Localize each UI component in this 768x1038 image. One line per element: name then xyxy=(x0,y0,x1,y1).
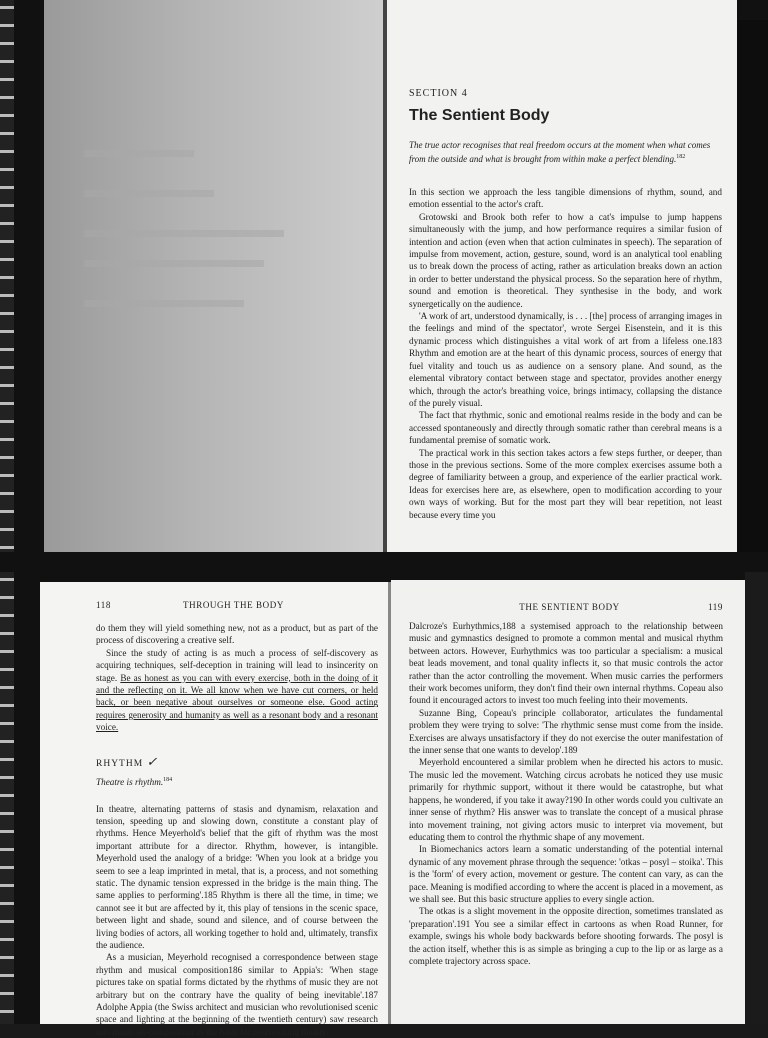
rhythm-epigraph: Theatre is rhythm.$^{184}$ xyxy=(96,777,173,788)
section-title: The Sentient Body xyxy=(409,107,550,124)
running-head-title: THROUGH THE BODY xyxy=(183,600,284,610)
scanner-edge xyxy=(745,572,768,1024)
page-119 xyxy=(391,580,745,1024)
paragraph: Suzanne Bing, Copeau's principle collaborator, articulates the fundamental problem they were trying to solve: 'The rhythmic sense must come from the inside. Exercises are always unsatisfactory if they do not exercise the outer manifestation of the inner sense that one wants to develop'.189 xyxy=(409,707,723,756)
handwritten-check-mark: ✓ xyxy=(146,753,159,769)
paragraph: Meyerhold encountered a similar problem when he directed his actors to music. The music led the movement. Watching circus acrobats he noticed they use music primarily for rhythmic support, without it there would be catastrophe, but what happens, he wondered, if you take it away?190 In other words could you cultivate an inner sense of rhythm? His answer was to translate the concept of a musical phrase into movement training, not giving actors music to interpret via movement, but educating them to control the rhythmic shape of any movement. xyxy=(409,757,723,842)
running-head xyxy=(96,600,376,610)
section-epigraph: The true actor recognises that real freedom occurs at the moment when what comes from the outside and what is brought from within make a perfect blending.$^{182}$ xyxy=(409,140,711,164)
paragraph: The otkas is a slight movement in the opposite direction, sometimes translated as 'preparation'.191 You see a similar effect in cartoons as when Road Runner, for example, swings his whole body backwards before shooting forwards. The posyl is the action itself, whether this is as simple as bringing a cup to the lip or as large as a complete trajectory across space. xyxy=(409,906,723,966)
section-body xyxy=(409,186,722,521)
running-head-title: THE SENTIENT BODY xyxy=(519,602,620,612)
paragraph: In Biomechanics actors learn a somatic understanding of the potential internal dynamic of any movement phrase through the sequence: 'otkas – posyl – stoika'. This is the 'form' of every action, movement or gesture. The content can vary, as can the pace. Meaning is modified according to where the accent is placed in a movement, as we shall see. But this basic structure applies to every single action. xyxy=(409,844,723,904)
paragraph: The practical work in this section takes actors a few steps further, or deeper, than those in the previous sections. Some of the more complex exercises assume both a degree of familiarity between a group, and experience of the earlier practical work. Ideas for exercises here are, as elsewhere, open to modification according to your own ways of working. But for the most part they will bear repetition, not least because every time you xyxy=(409,447,722,520)
paragraph: As a musician, Meyerhold recognised a correspondence between stage rhythm and musical composition186 similar to Appia's: 'When stage pictures take on spatial forms dictated by the rhythms of music they are not arbitrary but on the contrary have the quality of being inevitable'.187 Adolphe Appia (the Swiss architect and musician who revolutionised scenic space and lighting at the beginning of the twentieth century) saw research into music-as-composition as the basis for rejuvenating theatre. xyxy=(96,952,378,1037)
paragraph: In theatre, alternating patterns of stasis and dynamism, relaxation and tension, speeding up and slowing down, constitute a constant play of rhythms. Hence Meyerhold's belief that the gift of rhythm was the most important attribute for a director. Rhythm, however, is intangible. Meyerhold used the analogy of a bridge: 'When you look at a bridge you seem to see a leap imprinted in metal, that is, a process, and not something static. The dynamic tension expressed in the bridge is the main thing. The same applies to performing'.185 Rhythm is there all the time, in time; we cannot see it but are affected by it, this play of tensions in the scenic space, between light and shade, sound and silence, and of course between the living bodies of actors, all working together to hold and, ultimately, transfix the audience. xyxy=(96,803,378,950)
page-number: 118 xyxy=(96,600,111,610)
paragraph: Dalcroze's Eurhythmics,188 a systemised approach to the relationship between music and gymnastics designed to promote a common mental and musical rhythm between actors. However, Eurhythmics was too particular a specialism: a musical beat leads movement, and tonal quality inflects it, so that music controls the actor rather than the actor controlling the movement. When music carries the performers their work becomes uniform, they don't find their own internal rhythms. Copeau also found it encouraged actors to invest too much feeling into their movements. xyxy=(409,621,723,706)
paragraph: do them they will yield something new, not as a product, but as part of the process of discovering a creative self. xyxy=(96,623,378,646)
paragraph: 'A work of art, understood dynamically, is . . . [the] process of arranging images in the feelings and mind of the spectator', wrote Sergei Eisenstein, and it is this dynamic process which distinguishes a vital work of art from a lifeless one.183 Rhythm and emotion are at the heart of this dynamic process, sources of energy that fuel vitality and touch us as audience on a sensory plane. And sound, as the elemental vibratory contact between stage and spectator, provides another energy which, through the actor's breathing voice, brings intimacy, collapsing the distance of the purely visual. xyxy=(409,311,722,408)
section-header xyxy=(409,88,722,165)
paragraph: Grotowski and Brook both refer to how a cat's impulse to jump happens simultaneously with the jump, and how performance requires a similar fusion of intention and action (even when that action culminates in speech). The separation of impulse from movement, action, gesture, sound, word is an analytical tool enabling us to break down the process of acting, rather as articulation breaks down an action in order to better understand the physical process. So the separation here of rhythm, sound and emotion is theoretical. They synthesise in the body, and work synergetically on the audience. xyxy=(409,211,722,309)
paragraph: In this section we approach the less tangible dimensions of rhythm, sound, and emotion essential to the actor's craft. xyxy=(409,187,722,210)
page-118 xyxy=(40,582,388,1037)
paragraph: Since the study of acting is as much a process of self-discovery as acquiring techniques, self-deception in training will lead to insincerity on stage. Be as honest as you can with every exercise, both in the doing of it and the reflecting on it. We all know when we have cut corners, or held back, or been negative about ourselves or someone else. Good acting requires generosity and humanity as well as a resonant body and a resonant voice. xyxy=(96,647,378,733)
page-118-body xyxy=(96,622,378,1038)
running-head xyxy=(411,602,723,612)
bottom-scan xyxy=(0,552,768,1037)
spiral-binding-bottom xyxy=(0,572,14,1024)
section-label: SECTION 4 xyxy=(409,88,468,99)
scanner-edge xyxy=(737,20,768,552)
faded-left-page xyxy=(44,0,386,552)
page-section-4 xyxy=(387,0,737,552)
spiral-binding-top xyxy=(0,0,14,552)
page-number: 119 xyxy=(708,602,723,612)
underlined-passage: Be as honest as you can with every exercise, both in the doing of it and the reflecting on it. We all know when we have cut corners, or held back, or been negative about ourselves or someone else. Good acting requires generosity and humanity as well as a resonant body and a resonant voice. xyxy=(96,672,378,733)
paragraph: The fact that rhythmic, sonic and emotional realms reside in the body and can be accessed spontaneously and directly through somatic rather than cerebral means is a fundamental premise of somatic work. xyxy=(409,410,722,446)
rhythm-subhead: RHYTHM ✓ xyxy=(96,753,159,769)
page-119-body xyxy=(409,620,723,967)
